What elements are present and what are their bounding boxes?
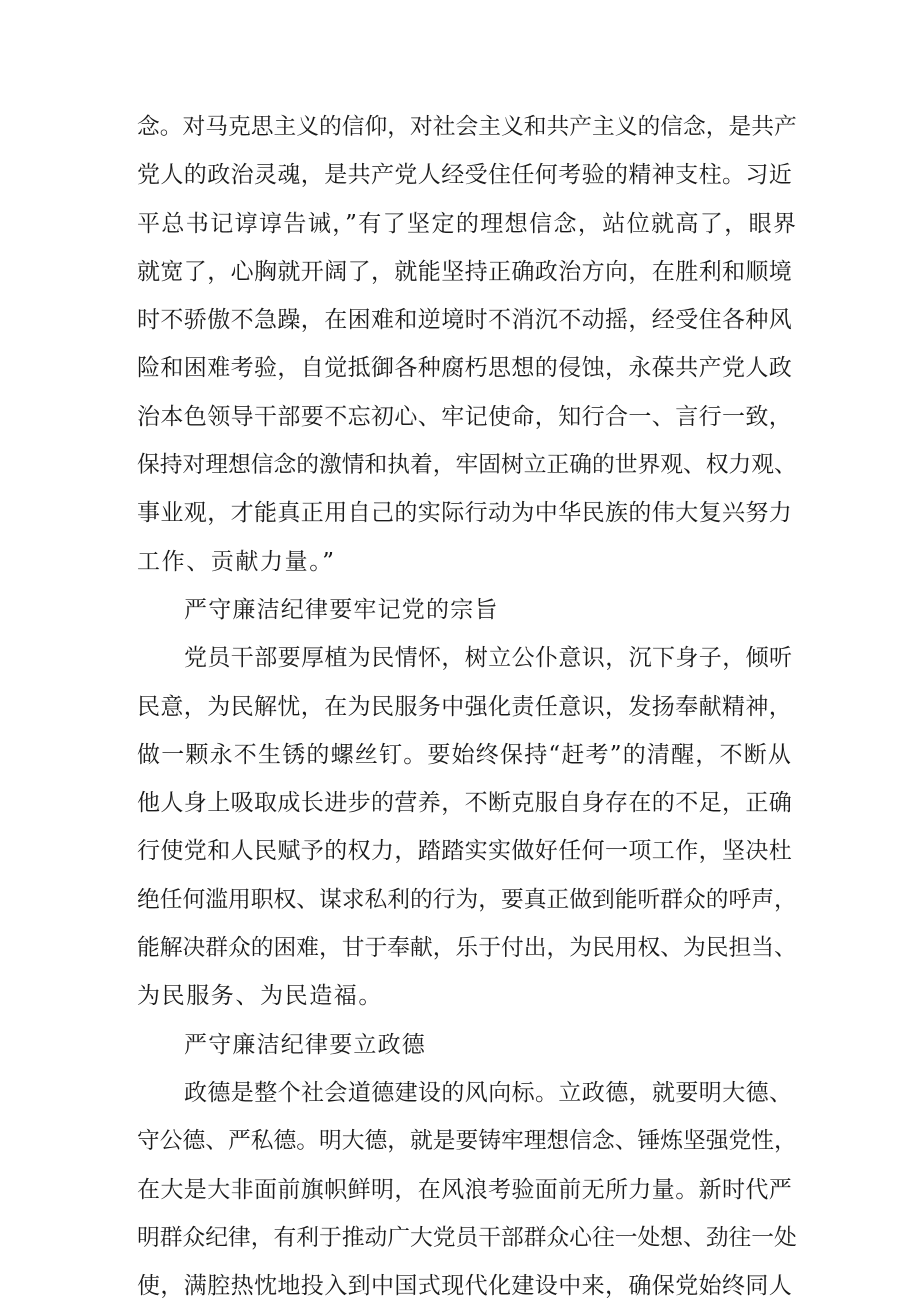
text-line: 为民服务、为民造福。: [137, 983, 383, 1010]
text-line: 绝任何滥用职权、谋求私利的行为，要真正做到能听群众的呼声，: [137, 886, 797, 913]
text-line: 在大是大非面前旗帜鲜明，在风浪考验面前无所力量。新时代严: [137, 1176, 793, 1203]
text-line: 他人身上吸取成长进步的营养，不断克服自身存在的不足，正确: [137, 790, 793, 817]
text-line: 事业观，才能真正用自己的实际行动为中华民族的伟大复兴努力: [137, 500, 793, 527]
text-line: 险和困难考验，自觉抵御各种腐朽思想的侵蚀，永葆共产党人政: [137, 355, 793, 382]
text-line: 政德是整个社会道德建设的风向标。立政德，就要明大德、: [184, 1079, 793, 1106]
text-line: 明群众纪律，有利于推动广大党员干部群众心往一处想、劲往一处: [137, 1224, 797, 1251]
body-text: [137, 103, 797, 1310]
section-heading: 严守廉洁纪律要牢记党的宗旨: [184, 596, 499, 623]
text-line: 党员干部要厚植为民情怀，树立公仆意识，沉下身子，倾听: [184, 645, 793, 672]
text-line: 做一颗永不生锈的螺丝钉。要始终保持“赶考”的清醒，不断从: [137, 741, 793, 768]
text-line: 治本色领导干部要不忘初心、牢记使命，知行合一、言行一致，: [137, 403, 793, 430]
text-line: 时不骄傲不急躁，在困难和逆境时不消沉不动摇，经受住各种风: [137, 307, 793, 334]
text-line: 党人的政治灵魂，是共产党人经受住任何考验的精神支柱。习近: [137, 162, 793, 189]
text-line: 能解决群众的困难，甘于奉献，乐于付出，为民用权、为民担当、: [137, 935, 797, 962]
text-line: 平总书记谆谆告诫，”有了坚定的理想信念，站位就高了，眼界: [137, 210, 798, 237]
text-line: 念。对马克思主义的信仰，对社会主义和共产主义的信念，是共产: [137, 114, 797, 140]
text-line: 就宽了，心胸就开阔了，就能坚持正确政治方向，在胜利和顺境: [137, 258, 793, 285]
text-line: 使，满腔热忱地投入到中国式现代化建设中来，确保党始终同人: [137, 1273, 793, 1300]
text-line: 保持对理想信念的激情和执着，牢固树立正确的世界观、权力观、: [137, 452, 797, 479]
section-heading: 严守廉洁纪律要立政德: [184, 1031, 426, 1058]
text-line: 守公德、严私德。明大德，就是要铸牢理想信念、锤炼坚强党性，: [137, 1128, 797, 1155]
text-line: 民意，为民解忧，在为民服务中强化责任意识，发扬奉献精神，: [137, 693, 793, 720]
text-line: 工作、贡献力量。”: [137, 548, 336, 575]
text-line: 行使党和人民赋予的权力，踏踏实实做好任何一项工作，坚决杜: [137, 838, 793, 865]
